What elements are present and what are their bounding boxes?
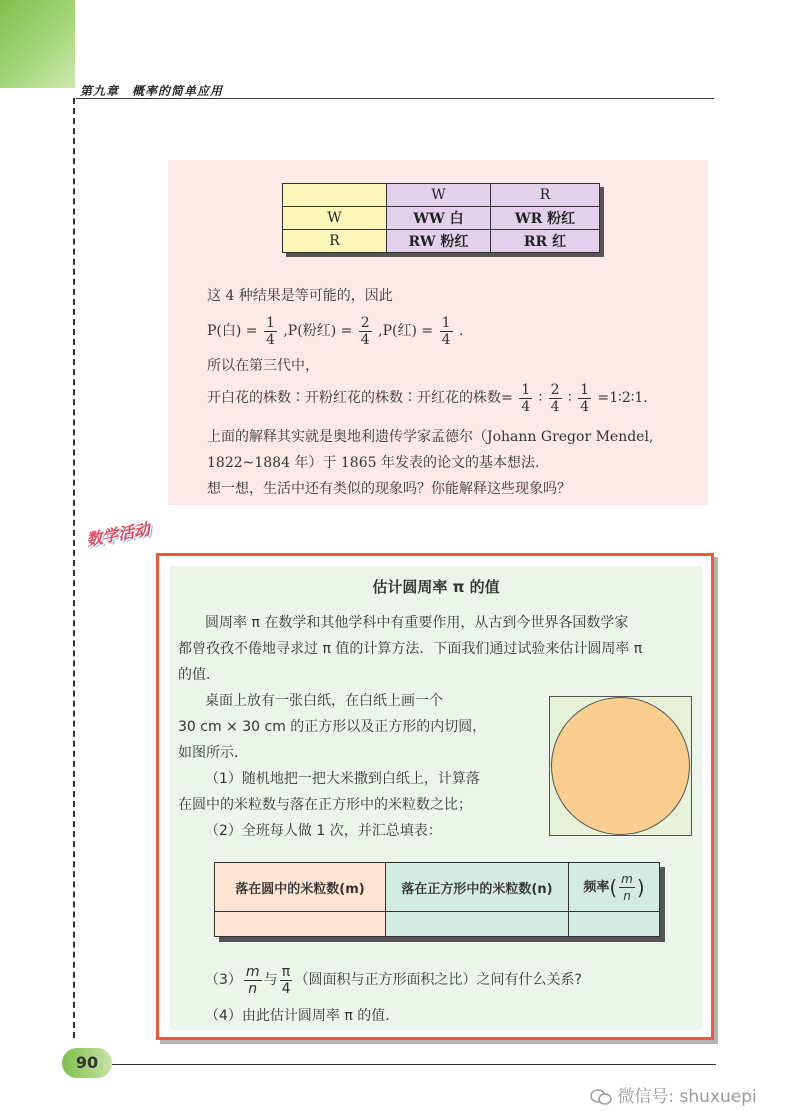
ratio-line — [207, 380, 648, 416]
frequency-label: 频率 — [583, 879, 610, 895]
pink-line-5: 上面的解释其实就是奥地利遗传学家孟德尔（Johann Gregor Mendel, — [207, 429, 654, 445]
table-cell: RW 粉红 — [387, 230, 491, 253]
para1-line1: 圆周率 π 在数学和其他学科中有重要作用，从古到今世界各国数学家 — [205, 615, 629, 631]
fraction: $\frac{2}{4}$ — [360, 314, 370, 348]
step2: （2）全班每人做 1 次，并汇总填表： — [205, 823, 442, 839]
table-cell — [215, 912, 386, 937]
step3-text: （圆面积与正方形面积之比）之间有什么关系? — [294, 972, 582, 988]
table-header-circle: 落在圆中的米粒数(m) — [215, 863, 386, 912]
footer-rule — [112, 1064, 716, 1065]
table-row — [283, 230, 600, 253]
fraction: $\frac{m}{n}$ — [621, 871, 633, 903]
pink-line-7: 想一想，生活中还有类似的现象吗？你能解释这些现象吗？ — [207, 481, 571, 497]
ratio-label: 开白花的株数∶开粉红花的株数∶开红花的株数= — [207, 390, 513, 406]
para2-line2: 30 cm × 30 cm 的正方形以及正方形的内切圆， — [178, 719, 487, 735]
table-cell: R — [491, 184, 600, 207]
probability-line — [207, 313, 463, 349]
table-row — [283, 207, 600, 230]
para1-line2: 都曾孜孜不倦地寻求过 π 值的计算方法．下面我们通过试验来估计圆周率 π — [178, 641, 643, 657]
corner-decoration — [0, 0, 75, 88]
table-cell: RR 红 — [491, 230, 600, 253]
colon: ∶ — [538, 390, 543, 406]
step3-prefix: （3） — [205, 972, 242, 988]
step3-and: 与 — [263, 972, 278, 988]
table-cell — [386, 912, 569, 937]
table-cell: WW 白 — [387, 207, 491, 230]
table-row — [215, 863, 660, 912]
table-row — [283, 184, 600, 207]
inscribed-circle — [551, 697, 690, 835]
para2-line3: 如图所示． — [178, 745, 248, 761]
table-row — [215, 912, 660, 937]
header-rule — [76, 98, 714, 99]
step1-line2: 在圆中的米粒数与落在正方形中的米粒数之比； — [178, 797, 472, 813]
watermark — [590, 1082, 757, 1107]
table-header-frequency: 频率( $\frac{m}{n}$ ) — [569, 863, 660, 912]
prob-pink-label: ,P(粉红) = — [283, 323, 353, 339]
step1-line1: （1）随机地把一把大米撒到白纸上，计算落 — [205, 771, 480, 787]
colon: ∶ — [568, 390, 572, 406]
prob-red-label: ,P(红) = — [378, 323, 434, 339]
pink-line-1: 这 4 种结果是等可能的，因此 — [207, 288, 393, 304]
fraction: $\frac{1}{4}$ — [580, 381, 590, 415]
math-activity-logo: 数学活动 — [85, 519, 152, 550]
fraction: $\frac{1}{4}$ — [521, 381, 531, 415]
fraction: $\frac{1}{4}$ — [265, 314, 275, 348]
rice-table — [214, 862, 660, 937]
fraction: $\frac{m}{n}$ — [245, 963, 260, 997]
pink-line-6: 1822~1884 年）于 1865 年发表的论文的基本想法. — [207, 455, 540, 471]
prob-white-label: P(白) = — [207, 323, 258, 339]
period: . — [458, 323, 464, 339]
table-cell: R — [283, 230, 387, 253]
genotype-table — [282, 183, 600, 253]
step3 — [205, 962, 582, 998]
margin-dashed-line — [73, 98, 75, 1038]
step4: （4）由此估计圆周率 π 的值． — [205, 1008, 400, 1024]
para2-line1: 桌面上放有一张白纸，在白纸上画一个 — [205, 693, 443, 709]
pink-line-3: 所以在第三代中， — [207, 358, 319, 374]
wechat-icon — [590, 1088, 612, 1106]
table-cell — [283, 184, 387, 207]
chapter-header: 第九章 概率的简单应用 — [80, 84, 224, 98]
table-header-square: 落在正方形中的米粒数(n) — [386, 863, 569, 912]
table-cell: W — [283, 207, 387, 230]
fraction: $\frac{1}{4}$ — [441, 314, 451, 348]
fraction: $\frac{\pi}{4}$ — [281, 963, 291, 997]
activity-title: 估计圆周率 π 的值 — [372, 578, 500, 596]
table-cell: W — [387, 184, 491, 207]
table-cell — [569, 912, 660, 937]
table-cell: WR 粉红 — [491, 207, 600, 230]
watermark-text: 微信号: shuxuepi — [617, 1087, 757, 1107]
page-number: 90 — [62, 1048, 112, 1078]
ratio-result: =1∶2∶1. — [597, 390, 648, 406]
para1-line3: 的值． — [178, 667, 220, 683]
fraction: $\frac{2}{4}$ — [550, 381, 560, 415]
